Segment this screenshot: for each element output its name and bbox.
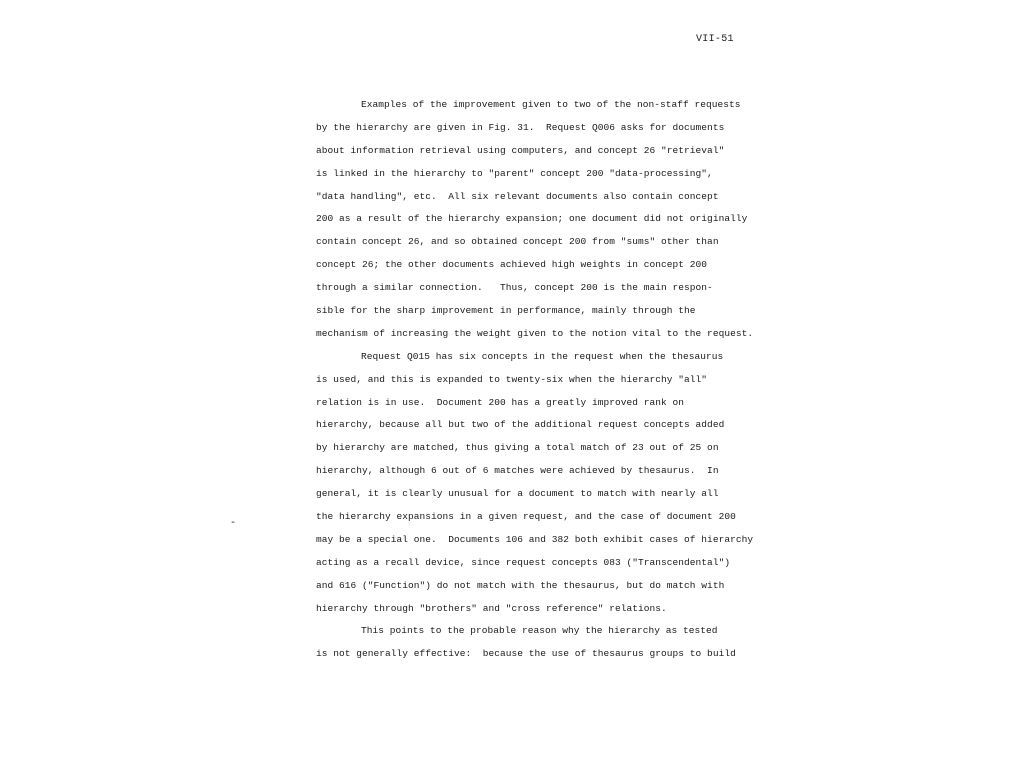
- text-line: is linked in the hierarchy to "parent" concept 200 "data-processing",: [316, 167, 713, 179]
- text-line: mechanism of increasing the weight given to the notion vital to the request.: [316, 327, 754, 339]
- text-line: hierarchy, although 6 out of 6 matches were achieved by thesaurus. In: [316, 465, 719, 477]
- text-line: contain concept 26, and so obtained concept 200 from "sums" other than: [316, 236, 719, 248]
- text-line: acting as a recall device, since request concepts 083 ("Transcendental"): [316, 556, 731, 568]
- text-line: Examples of the improvement given to two of the non-staff requests: [361, 99, 741, 110]
- text-line: by hierarchy are matched, thus giving a total match of 23 out of 25 on: [316, 442, 719, 454]
- text-line: 200 as a result of the hierarchy expansion; one document did not originally: [316, 213, 748, 225]
- text-line: about information retrieval using computers, and concept 26 "retrieval": [316, 144, 725, 156]
- text-line: hierarchy, because all but two of the additional request concepts added: [316, 419, 725, 431]
- text-line: general, it is clearly unusual for a document to match with nearly all: [316, 488, 719, 500]
- text-line: by the hierarchy are given in Fig. 31. Request Q006 asks for documents: [316, 121, 725, 133]
- text-line: is not generally effective: because the use of thesaurus groups to build: [316, 648, 736, 660]
- page-number: VII-51: [696, 34, 734, 45]
- text-line: sible for the sharp improvement in performance, mainly through the: [316, 305, 696, 317]
- text-line: is used, and this is expanded to twenty-six when the hierarchy "all": [316, 373, 708, 385]
- text-line: hierarchy through "brothers" and "cross reference" relations.: [316, 602, 667, 614]
- text-line: the hierarchy expansions in a given request, and the case of document 200: [316, 511, 736, 523]
- text-line: "data handling", etc. All six relevant documents also contain concept: [316, 190, 719, 202]
- margin-mark: -: [230, 518, 237, 529]
- text-line: through a similar connection. Thus, concept 200 is the main respon-: [316, 282, 713, 294]
- text-line: may be a special one. Documents 106 and 382 both exhibit cases of hierarchy: [316, 533, 754, 545]
- text-line: and 616 ("Function") do not match with the thesaurus, but do match with: [316, 579, 725, 591]
- text-line: This points to the probable reason why the hierarchy as tested: [361, 625, 718, 637]
- body-text: [316, 94, 754, 666]
- text-line: Request Q015 has six concepts in the request when the thesaurus: [361, 350, 724, 362]
- text-line: concept 26; the other documents achieved high weights in concept 200: [316, 259, 708, 271]
- text-line: relation is in use. Document 200 has a greatly improved rank on: [316, 396, 685, 408]
